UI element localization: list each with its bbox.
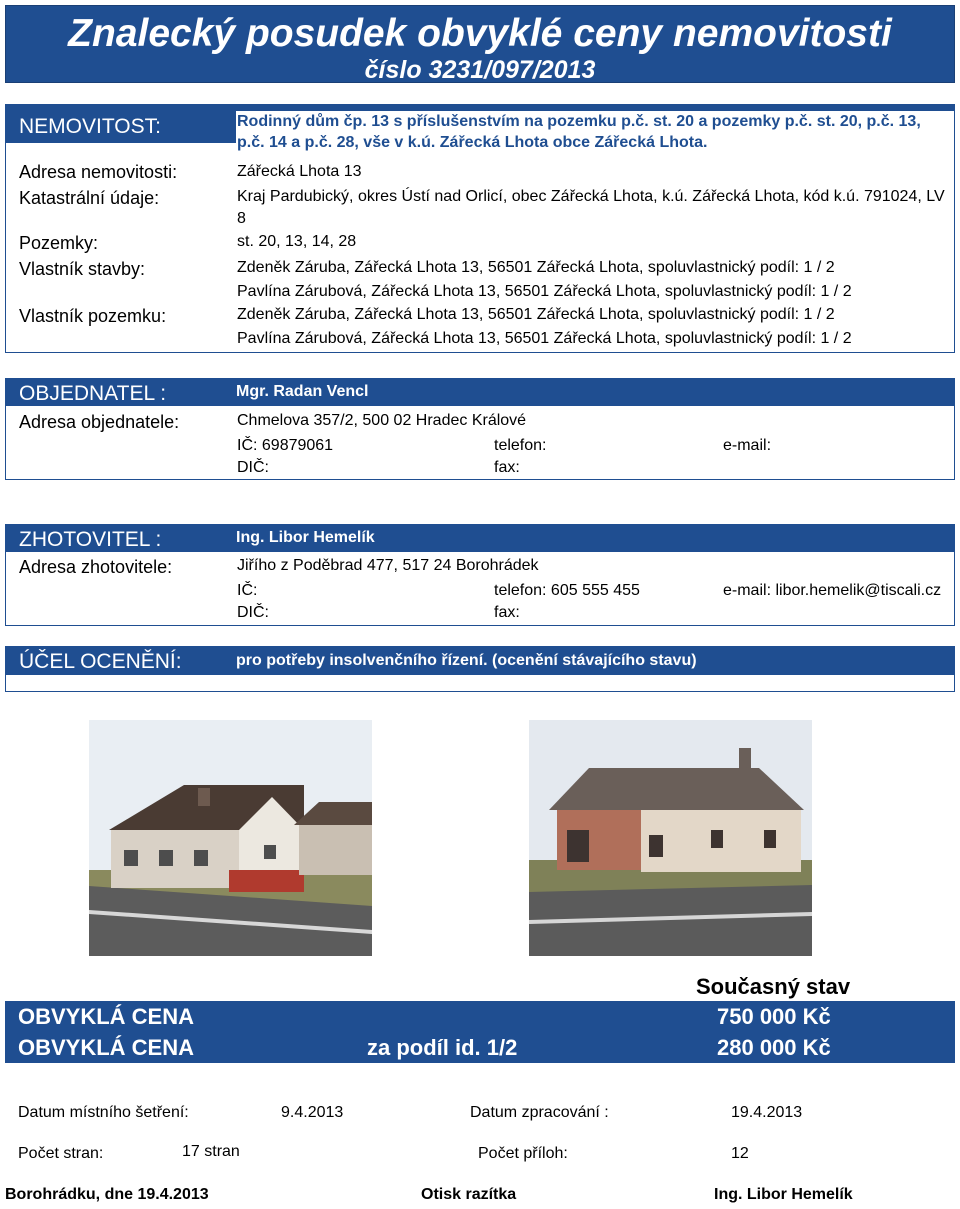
client-section [5,378,955,480]
client-phone: telefon: [494,437,547,454]
processing-date: 19.4.2013 [731,1104,803,1121]
address-label: Adresa nemovitosti: [19,162,178,182]
price-total-value: 750 000 Kč [717,1004,831,1029]
current-state-label: Současný stav [696,974,851,999]
document-header [5,5,955,83]
price-share-description: za podíl id. 1/2 [367,1035,518,1060]
purpose-section [5,646,955,692]
attachments-label: Počet příloh: [478,1145,568,1162]
land-owner-1: Zdeněk Záruba, Zářecká Lhota 13, 56501 Zářecká Lhota, spoluvlastnický podíl: 1 / 2 [237,306,835,323]
client-address: Chmelova 357/2, 500 02 Hradec Králové [237,412,527,429]
footer-place-date: Borohrádku, dne 19.4.2013 [5,1186,209,1203]
contractor-name: Ing. Libor Hemelík [236,529,375,546]
contractor-email: e-mail: libor.hemelik@tiscali.cz [723,582,942,599]
plots-label: Pozemky: [19,233,99,253]
pages-label: Počet stran: [18,1145,104,1162]
property-heading: NEMOVITOST: [19,115,161,138]
contractor-address-label: Adresa zhotovitele: [19,557,173,577]
cadastral-value-line2: 8 [237,210,246,227]
price-share-label: OBVYKLÁ CENA [18,1035,195,1060]
client-heading: OBJEDNATEL : [19,382,167,405]
price-row-total [5,1001,955,1032]
house-photo-front [89,720,372,956]
land-owner-2: Pavlína Zárubová, Zářecká Lhota 13, 56501 Zářecká Lhota, spoluvlastnický podíl: 1 / 2 [237,330,852,347]
contractor-dic: DIČ: [237,604,269,621]
house-photo-side [529,720,812,956]
inspection-date-label: Datum místního šetření: [18,1104,189,1121]
client-address-label: Adresa objednatele: [19,412,180,432]
client-name: Mgr. Radan Vencl [236,383,369,400]
client-dic: DIČ: [237,459,269,476]
purpose-text: pro potřeby insolvenčního řízení. (ocenění stávajícího stavu) [236,652,697,669]
inspection-date: 9.4.2013 [281,1104,344,1121]
attachments-value: 12 [731,1145,749,1162]
contractor-address: Jiřího z Poděbrad 477, 517 24 Borohrádek [237,557,539,574]
contractor-ic: IČ: [237,582,258,599]
house-photo-side-image [529,720,812,956]
price-share-value: 280 000 Kč [717,1035,831,1060]
property-description-line2: p.č. 14 a p.č. 28, vše v k.ú. Zářecká Lhota obce Zářecká Lhota. [237,134,708,151]
plots-value: st. 20, 13, 14, 28 [237,233,357,250]
client-ic: IČ: 69879061 [237,437,334,454]
building-owner-label: Vlastník stavby: [19,259,146,279]
price-row-share [5,1032,955,1063]
document-number: číslo 3231/097/2013 [364,56,596,84]
document-title: Znalecký posudek obvyklé ceny nemovitosti [68,12,892,55]
client-email: e-mail: [723,437,772,454]
house-photo-front-image [89,720,372,956]
pages-value: 17 stran [182,1143,240,1160]
address-value: Zářecká Lhota 13 [237,163,362,180]
client-fax: fax: [494,459,520,476]
purpose-heading: ÚČEL OCENĚNÍ: [19,650,182,673]
contractor-heading: ZHOTOVITEL : [19,528,162,551]
processing-date-label: Datum zpracování : [470,1104,609,1121]
land-owner-label: Vlastník pozemku: [19,306,167,326]
building-owner-2: Pavlína Zárubová, Zářecká Lhota 13, 56501 Zářecká Lhota, spoluvlastnický podíl: 1 / 2 [237,283,852,300]
footer-stamp: Otisk razítka [421,1186,517,1203]
property-description-line1: Rodinný dům čp. 13 s příslušenstvím na pozemku p.č. st. 20 a pozemky p.č. st. 20, p.č. 13, [237,113,921,130]
contractor-phone: telefon: 605 555 455 [494,582,640,599]
building-owner-1: Zdeněk Záruba, Zářecká Lhota 13, 56501 Zářecká Lhota, spoluvlastnický podíl: 1 / 2 [237,259,835,276]
footer-signer: Ing. Libor Hemelík [714,1186,853,1203]
contractor-fax: fax: [494,604,520,621]
contractor-section [5,524,955,626]
price-total-label: OBVYKLÁ CENA [18,1004,195,1029]
cadastral-value-line1: Kraj Pardubický, okres Ústí nad Orlicí, obec Zářecká Lhota, k.ú. Zářecká Lhota, kód k.ú. 791024, LV [237,188,945,205]
cadastral-label: Katastrální údaje: [19,188,160,208]
property-section [5,104,955,353]
